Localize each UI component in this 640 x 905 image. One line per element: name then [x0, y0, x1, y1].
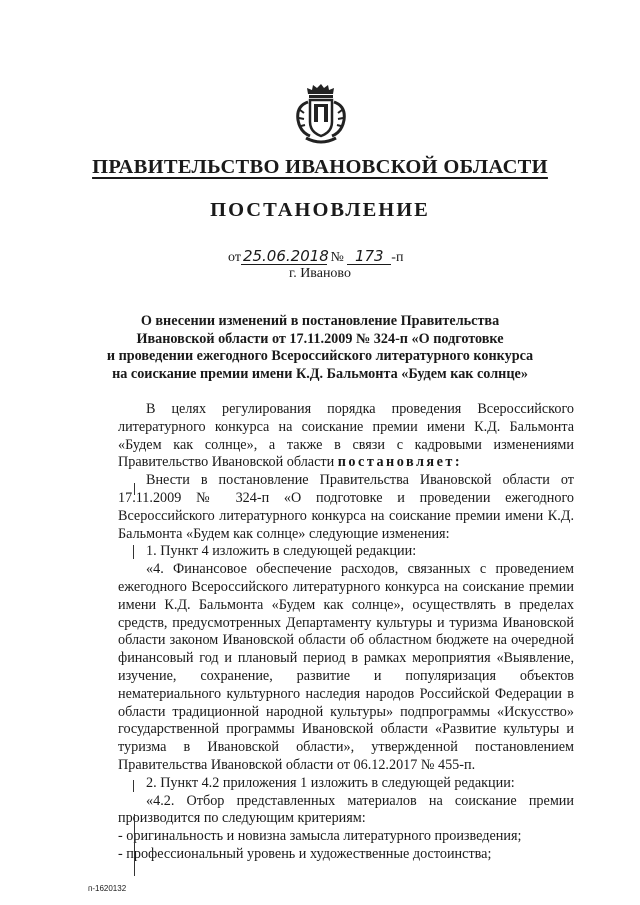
handwritten-number: 173	[347, 248, 391, 265]
government-title: ПРАВИТЕЛЬСТВО ИВАНОВСКОЙ ОБЛАСТИ	[92, 156, 548, 178]
margin-mark	[134, 814, 135, 876]
number-sign: №	[330, 250, 344, 265]
margin-mark	[134, 483, 135, 495]
subject-line: на соискание премии имени К.Д. Бальмонта «Будем как солнце»	[112, 365, 528, 382]
city: г. Иваново	[289, 266, 351, 281]
body-paragraph: 1. Пункт 4 изложить в следующей редакции:	[146, 543, 417, 560]
body-paragraph: Внести в постановление Правительства Ивановской области от 17.11.2009 № 324-п «О подготовке и проведении ежегодного Всероссийского литературного конкурса на соискание премии имени К.Д. Бальмонта «Будем как солнце» следующие изменения:	[118, 472, 574, 542]
coat-of-arms-icon	[292, 80, 350, 146]
document-subject	[60, 313, 580, 383]
resolves-word: постановляет:	[337, 454, 463, 471]
date-prefix: от	[228, 250, 241, 265]
subject-line: О внесении изменений в постановление Правительства	[140, 313, 500, 329]
issue-line	[228, 248, 468, 266]
margin-mark	[133, 780, 134, 792]
subject-line: Ивановской области от 17.11.2009 № 324-п «О подготовке	[136, 330, 504, 347]
body-paragraph: 2. Пункт 4.2 приложения 1 изложить в следующей редакции:	[146, 774, 515, 791]
criteria-item: - оригинальность и новизна замысла литературного произведения;	[118, 828, 522, 845]
number-suffix: -п	[391, 250, 404, 265]
body-paragraph: «4. Финансовое обеспечение расходов, связанных с проведением ежегодного Всероссийского литературного конкурса на соискание премии имени К.Д. Бальмонта «Будем как солнце», осуществлять в пределах средств, предусмотренных Департаменту культуры и туризма Ивановской области законом Ивановской области об областном бюджете на очередной финансовый год и плановый период в рамках мероприятия «Выявление, изучение, сохранение, развитие и популяризация объектов нематериального культурного наследия народов Российской Федерации в области традиционной народной культуры» подпрограммы «Искусство» государственной программы Ивановской области «Развитие культуры и туризма в Ивановской области», утвержденной постановлением Правительства Ивановской области от 06.12.2017 № 455-п.	[118, 561, 574, 773]
intro-paragraph	[118, 401, 574, 472]
body-paragraph: «4.2. Отбор представленных материалов на соискание премии производится по следующим критериям:	[118, 792, 574, 827]
criteria-item: - профессиональный уровень и художественные достоинства;	[118, 845, 492, 862]
intro-text: В целях регулирования порядка проведения Всероссийского литературного конкурса на соискание премии имени К.Д. Бальмонта «Будем как солнце», а также в связи с кадровыми изменениями Правительство Ивановской области	[118, 401, 574, 471]
subject-line: и проведении ежегодного Всероссийского литературного конкурса	[106, 348, 534, 364]
document-type: ПОСТАНОВЛЕНИЕ	[210, 199, 430, 221]
document-body	[118, 401, 574, 864]
margin-mark	[133, 545, 134, 559]
footer-code: п-1620132	[88, 884, 127, 893]
handwritten-date: 25.06.2018	[242, 247, 329, 265]
